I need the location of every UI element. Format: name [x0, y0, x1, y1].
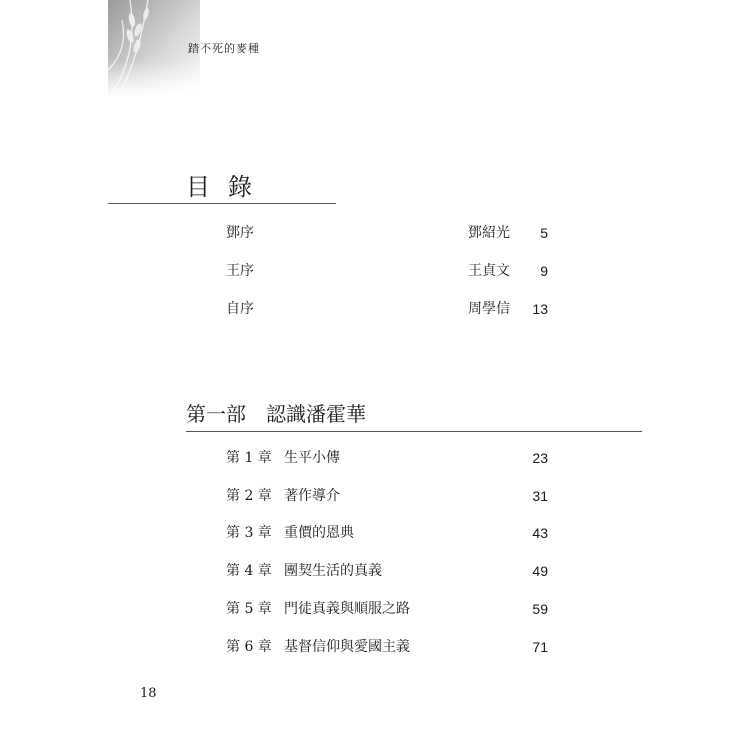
running-head: 踏不死的麥種 — [188, 42, 260, 55]
page-number: 23 — [532, 450, 548, 466]
chapter-title: 生平小傳 — [284, 450, 340, 466]
chapter-number: 第 6 章 — [226, 639, 272, 655]
front-matter-title: 鄧序 — [226, 225, 254, 241]
chapter-title: 門徒真義與順服之路 — [284, 601, 410, 617]
chapter-number: 第 2 章 — [226, 488, 272, 504]
page-number: 13 — [532, 301, 548, 317]
page-number: 43 — [532, 525, 548, 541]
part-title: 認識潘霍華 — [266, 402, 366, 426]
chapter-entry[interactable] — [226, 636, 548, 658]
front-matter-author: 王貞文 — [468, 263, 510, 279]
chapter-number: 第 5 章 — [226, 601, 272, 617]
chapter-title: 重價的恩典 — [284, 525, 354, 541]
page-number: 9 — [540, 263, 548, 279]
chapter-number: 第 1 章 — [226, 450, 272, 466]
chapter-title: 基督信仰與愛國主義 — [284, 639, 410, 655]
chapter-number: 第 3 章 — [226, 525, 272, 541]
page-number: 5 — [540, 225, 548, 241]
chapter-title: 著作導介 — [284, 488, 340, 504]
chapter-number: 第 4 章 — [226, 563, 272, 579]
front-matter-author: 鄧紹光 — [468, 225, 510, 241]
front-matter-author: 周學信 — [468, 301, 510, 317]
chapter-entry[interactable] — [226, 560, 548, 582]
front-matter-entry[interactable] — [226, 260, 548, 282]
part-heading-rule — [186, 431, 642, 432]
toc-heading: 目錄 — [186, 173, 270, 201]
chapter-entry[interactable] — [226, 485, 548, 507]
chapter-entry[interactable] — [226, 447, 548, 469]
front-matter-title: 王序 — [226, 263, 254, 279]
page-number: 49 — [532, 563, 548, 579]
page-number: 71 — [532, 639, 548, 655]
part-label: 第一部 — [186, 402, 246, 426]
page-number: 59 — [532, 601, 548, 617]
front-matter-entry[interactable] — [226, 222, 548, 244]
chapter-entry[interactable] — [226, 522, 548, 544]
chapter-title: 團契生活的真義 — [284, 563, 382, 579]
front-matter-title: 自序 — [226, 301, 254, 317]
toc-heading-rule — [108, 203, 336, 204]
chapter-entry[interactable] — [226, 598, 548, 620]
page-number: 31 — [532, 488, 548, 504]
wheat-corner-illustration — [108, 0, 200, 98]
front-matter-entry[interactable] — [226, 298, 548, 320]
folio-page-number: 18 — [140, 686, 157, 701]
part-heading — [186, 400, 366, 428]
